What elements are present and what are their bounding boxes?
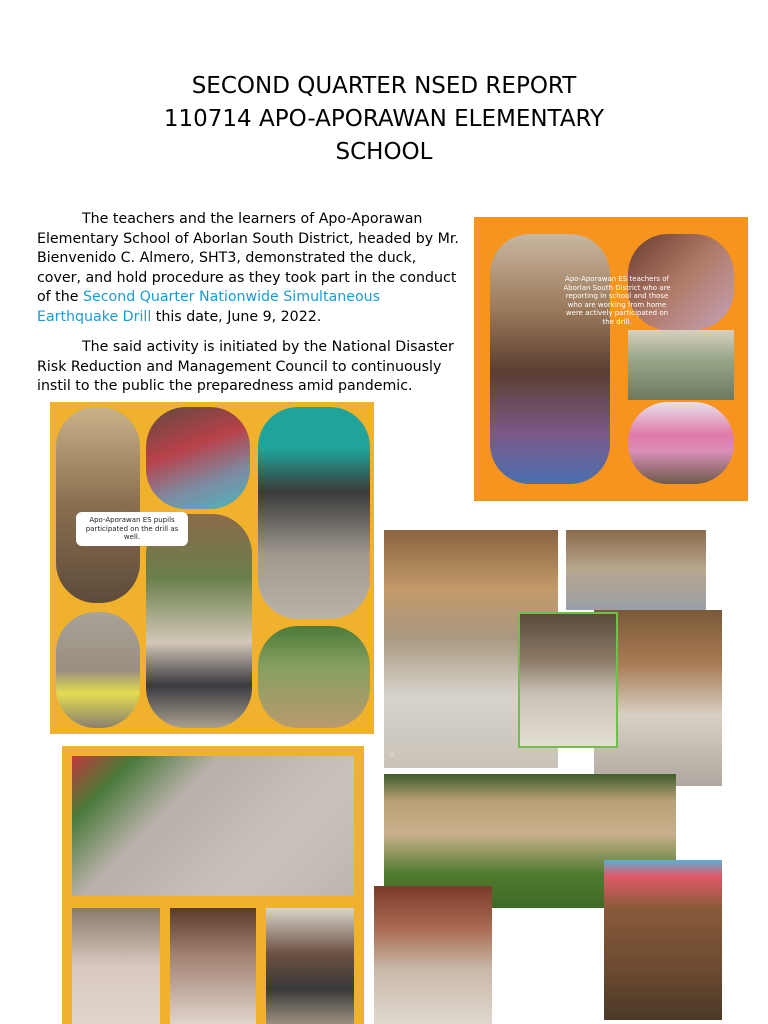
title-line-1: SECOND QUARTER NSED REPORT bbox=[191, 73, 577, 99]
drill-photo-bamboo-table bbox=[604, 860, 722, 1020]
pupil-photo-6 bbox=[258, 626, 370, 728]
photo-watermark: ◎ bbox=[390, 752, 395, 758]
pupils-collage bbox=[50, 402, 374, 734]
pupils-caption: Apo-Aporawan ES pupils participated on the drill as well. bbox=[85, 516, 179, 541]
teachers-collage bbox=[474, 217, 748, 501]
drill-link[interactable]: Second Quarter Nationwide Simultaneous Earthquake Drill bbox=[37, 289, 381, 325]
pupils-caption-box bbox=[76, 512, 188, 546]
paragraph-intro-text: The teachers and the learners of Apo-Aporawan Elementary School of Aborlan South District, headed by Mr. Bienvenido C. Almero, SHT3, demonstrated the duck, cover, and hold procedure as they took part in the conduct of the bbox=[37, 211, 459, 305]
teacher-photo-3 bbox=[628, 330, 734, 400]
lower-collage bbox=[62, 746, 364, 1024]
teacher-photo-1 bbox=[490, 234, 610, 484]
pupil-photo-2 bbox=[146, 407, 250, 509]
paragraph-purpose bbox=[37, 338, 462, 397]
pupil-photo-5 bbox=[56, 612, 140, 728]
report-title bbox=[0, 70, 768, 169]
drill-photo-boy-floor bbox=[566, 530, 706, 610]
paragraph-purpose-text: The said activity is initiated by the National Disaster Risk Reduction and Management Council to continuously instil to the public the preparedness amid pandemic. bbox=[37, 339, 454, 394]
pupil-photo-1 bbox=[56, 407, 140, 603]
drill-photo-girl-kneeling bbox=[374, 886, 492, 1024]
drill-photo-kneeling-boy bbox=[518, 612, 618, 748]
paragraph-intro-date: this date, June 9, 2022. bbox=[151, 308, 322, 325]
lower-photo-floor bbox=[72, 756, 354, 896]
title-line-2: 110714 APO-APORAWAN ELEMENTARY bbox=[163, 106, 605, 132]
lower-photo-3 bbox=[266, 908, 354, 1024]
teachers-caption: Apo-Aporawan ES teachers of Aborlan South District who are reporting in school and those who are working from home were actively participated on the drill. bbox=[563, 275, 671, 326]
teacher-photo-4 bbox=[628, 402, 734, 484]
pupil-photo-3 bbox=[258, 407, 370, 619]
lower-photo-1 bbox=[72, 908, 160, 1024]
lower-photo-2 bbox=[170, 908, 256, 1024]
pupil-photo-4 bbox=[146, 514, 252, 728]
title-line-3: SCHOOL bbox=[335, 139, 433, 165]
paragraph-intro bbox=[37, 210, 462, 327]
